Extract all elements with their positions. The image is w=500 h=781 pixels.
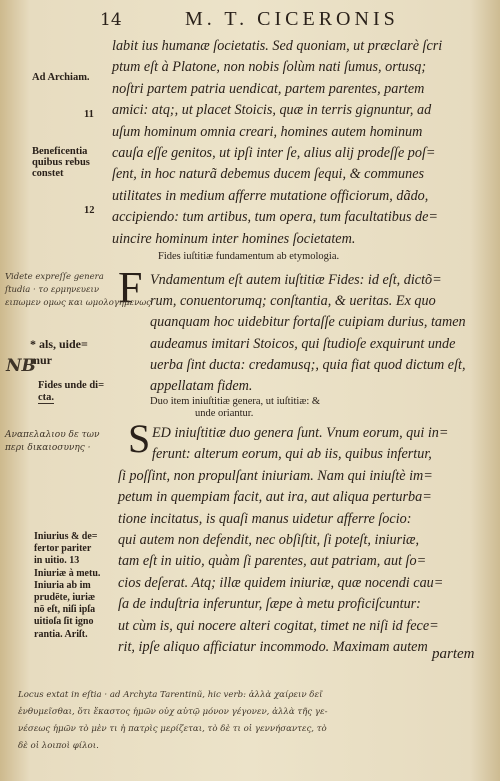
body-line: rit, ipſe aliquo afficiatur incommodo. Maximam autem <box>118 639 428 655</box>
body-line: ferunt: alterum eorum, qui ab iis, quibus infertur, <box>152 446 432 463</box>
body-line: uincire hominum inter homines ſocietatem. <box>112 230 356 247</box>
body-line: amici: atq;, ut placet Stoicis, quæ in terris gignuntur, ad <box>112 102 432 119</box>
margin-note: constet <box>32 168 64 179</box>
body-line: ED iniuſtitiæ duo genera ſunt. Vnum eorum, qui in= <box>152 425 449 441</box>
nota-bene-mark: NB <box>6 356 36 376</box>
margin-note: fertor pariter <box>34 543 92 555</box>
margin-note: Beneficentia <box>32 146 88 157</box>
margin-note-cta: cta. <box>38 392 55 403</box>
margin-note: Iniuriæ à metu. <box>34 567 101 579</box>
margin-note: prudēte, iuriæ <box>34 592 96 603</box>
body-line: appellatam fidem. <box>150 378 253 394</box>
page-number: 14 <box>100 10 122 30</box>
drop-cap-s: S <box>128 416 151 461</box>
margin-note: Iniurius & de= <box>34 531 98 542</box>
body-line: ſent, in hoc naturã debemus ducem ſequi, & communes <box>112 166 425 183</box>
margin-note: nō eſt, niſi ipſa <box>34 604 96 616</box>
body-line: noſtri partem patria uendicat, partem parentes, partem <box>112 80 425 97</box>
catchword: partem <box>432 646 475 662</box>
margin-note-als: * als, uide= <box>30 337 88 351</box>
margin-note: uitioſa ſit igno <box>34 616 94 628</box>
body-line: quanquam hoc uidebitur fortaſſe cuipiam durius, tamen <box>150 314 466 331</box>
margin-note-mur: mur <box>30 353 52 367</box>
handwritten-line: ſtudia · το ερμηνευειν <box>5 285 100 295</box>
body-line: ſi poſſint, non propulſant iniuriam. Nam qui iniuſtè im= <box>118 467 433 484</box>
margin-note: 12 <box>84 205 95 216</box>
body-line: uerba ſint ducta: credamusq;, quia fiat quod dictum eſt, <box>150 356 466 373</box>
body-line: uſum hominum omnia creari, homines autem hominum <box>112 123 423 140</box>
running-title: M. T. CICERONIS <box>185 8 399 30</box>
margin-note-fides-unde: Fides unde di= <box>38 380 105 391</box>
section-heading-iniustitia-2: unde oriantur. <box>195 408 254 419</box>
body-line: ut cùm is, qui nocere alteri cogitat, timet ne niſi id fece= <box>118 617 439 634</box>
handwritten-line: νέσεως ἡμῶν τὸ μὲν τι ἡ πατρὶς μερίζεται, τὸ δὲ τι οἱ γεννήσαντες, τὸ <box>18 724 327 734</box>
handwritten-line: ἐνθυμεῖσθαι, ὅτι ἕκαστος ἡμῶν οὐχ αὑτῷ μόνον γέγονεν, ἀλλὰ τῆς γε- <box>18 707 328 717</box>
handwritten-line: ειπωμεν ομως και ωμολογημενως <box>5 298 151 308</box>
handwritten-line: Locus extat in eſtia · ad Archyta Tarentinũ, hic verb: ἀλλὰ χαίρειν δεῖ <box>18 690 323 700</box>
body-line: rum, conuentorumq; conſtantia, & ueritas. Ex quo <box>150 293 436 310</box>
margin-note: in uitio. 13 <box>34 555 80 567</box>
body-line: ſa de induſtria inferuntur, ſæpe à metu proficiſcuntur: <box>118 596 421 613</box>
body-line: petum in quempiam facit, aut ira, aut aliqua perturba= <box>118 489 432 506</box>
body-line: cauſa eſſe genitos, ut ipſi inter ſe, alius alij prodeſſe poſ= <box>112 145 436 161</box>
drop-cap-f: F <box>118 263 143 312</box>
handwritten-line: περι δικαιοσυνης · <box>5 443 91 453</box>
handwritten-line: δὲ οἱ λοιποὶ φίλοι. <box>18 741 99 751</box>
body-line: ptum eſt à Platone, non nobis ſolùm nati ſumus, ortusq; <box>112 59 427 76</box>
handwritten-line: Videte expreſſe genera <box>5 272 104 282</box>
margin-note: rantia. Ariſt. <box>34 628 88 640</box>
body-line: cios deſerat. Atq; illæ quidem iniuriæ, quæ nocendi cau= <box>118 574 444 591</box>
body-line: tam eſt in uitio, quàm ſi parentes, aut patriam, aut ſo= <box>118 553 427 570</box>
body-line: utilitates in medium afferre mutatione officiorum, dãdo, <box>112 187 429 204</box>
body-line: Vndamentum eſt autem iuſtitiæ Fides: id eſt, dictõ= <box>150 272 442 288</box>
body-line: audeamus imitari Stoicos, qui ſtudioſe exquirunt unde <box>150 335 456 352</box>
margin-note: Iniuria ab im <box>34 579 91 591</box>
margin-note: quibus rebus <box>32 157 90 168</box>
handwritten-line: Αναπελαλιου δε των <box>5 430 100 440</box>
section-heading-fides: Fides iuſtitiæ fundamentum ab etymologia. <box>158 251 340 262</box>
body-line: accipiendo: tum artibus, tum opera, tum facultatibus de= <box>112 209 439 226</box>
body-line: tione incitatus, is quaſi manus uidetur afferre ſocio: <box>118 510 412 527</box>
margin-note: 11 <box>84 109 94 120</box>
body-line: labit ius humanæ ſocietatis. Sed quoniam, ut præclarè ſcri <box>112 38 443 54</box>
body-line: qui autem non defendit, nec obſiſtit, ſi poteſt, iniuriæ, <box>118 532 420 548</box>
section-heading-iniustitia-1: Duo item iniuſtitiæ genera, ut iuſtitiæ: & <box>150 396 321 407</box>
margin-note: Ad Archiam. <box>32 72 90 83</box>
